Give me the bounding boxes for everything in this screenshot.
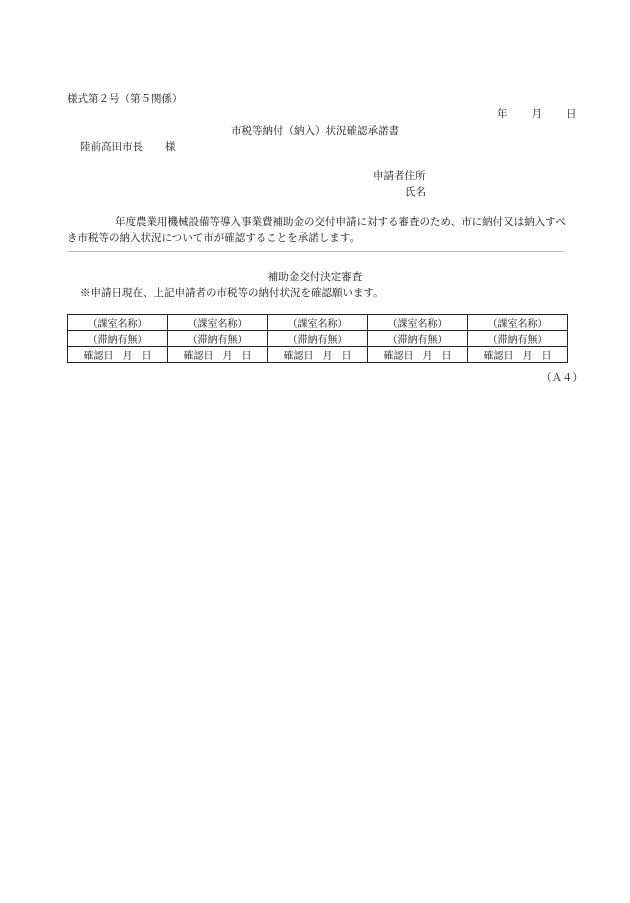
consent-statement: 年度農業用機械設備等導入事業費補助金の交付申請に対する審査のため、市に納付又は納入すべき市税等の納入状況について市が確認することを承諾します。 <box>67 216 566 244</box>
confirm-date-label: 確認日 <box>183 351 214 362</box>
addressee-honorific: 様 <box>165 141 176 153</box>
arrears-row <box>68 331 568 347</box>
confirm-month: 月 <box>422 351 433 362</box>
section-cell: （課室名称） <box>68 315 168 331</box>
confirm-month: 月 <box>522 351 533 362</box>
confirm-day: 日 <box>241 351 252 362</box>
confirm-date-label: 確認日 <box>383 351 414 362</box>
paper-size-note: （Ａ４） <box>541 372 583 384</box>
applicant-name-label: 氏名 <box>405 186 426 198</box>
confirm-month: 月 <box>322 351 333 362</box>
date-day: 日 <box>566 108 577 120</box>
addressee <box>80 139 176 154</box>
section-cell: （課室名称） <box>168 315 268 331</box>
confirm-month: 月 <box>222 351 233 362</box>
addressee-name: 陸前高田市長 <box>80 141 143 153</box>
section-cell: （課室名称） <box>468 315 568 331</box>
confirm-date-label: 確認日 <box>83 351 114 362</box>
date-month: 月 <box>531 108 542 120</box>
divider <box>67 251 564 252</box>
confirm-date-label: 確認日 <box>483 351 514 362</box>
confirm-date-cell <box>368 347 468 363</box>
confirm-date-label: 確認日 <box>283 351 314 362</box>
confirm-month: 月 <box>122 351 133 362</box>
form-number: 様式第２号（第５関係） <box>67 93 183 105</box>
arrears-cell: （滞納有無） <box>368 331 468 347</box>
document-title: 市税等納付（納入）状況確認承諾書 <box>231 125 399 137</box>
date-line <box>497 106 577 121</box>
arrears-cell: （滞納有無） <box>468 331 568 347</box>
confirm-day: 日 <box>441 351 452 362</box>
review-note: ※申請日現在、上記申請者の市税等の納付状況を確認願います。 <box>80 287 384 299</box>
confirm-date-cell <box>468 347 568 363</box>
applicant-address-label: 申請者住所 <box>373 170 426 182</box>
confirm-day: 日 <box>341 351 352 362</box>
confirm-date-cell <box>268 347 368 363</box>
confirm-day: 日 <box>541 351 552 362</box>
confirm-date-cell <box>168 347 268 363</box>
confirm-date-cell <box>68 347 168 363</box>
confirm-day: 日 <box>141 351 152 362</box>
arrears-cell: （滞納有無） <box>68 331 168 347</box>
date-year: 年 <box>497 108 508 120</box>
arrears-cell: （滞納有無） <box>168 331 268 347</box>
review-title: 補助金交付決定審査 <box>267 271 363 283</box>
confirmation-table <box>67 314 568 363</box>
arrears-cell: （滞納有無） <box>268 331 368 347</box>
section-cell: （課室名称） <box>368 315 468 331</box>
section-row <box>68 315 568 331</box>
confirm-date-row <box>68 347 568 363</box>
section-cell: （課室名称） <box>268 315 368 331</box>
